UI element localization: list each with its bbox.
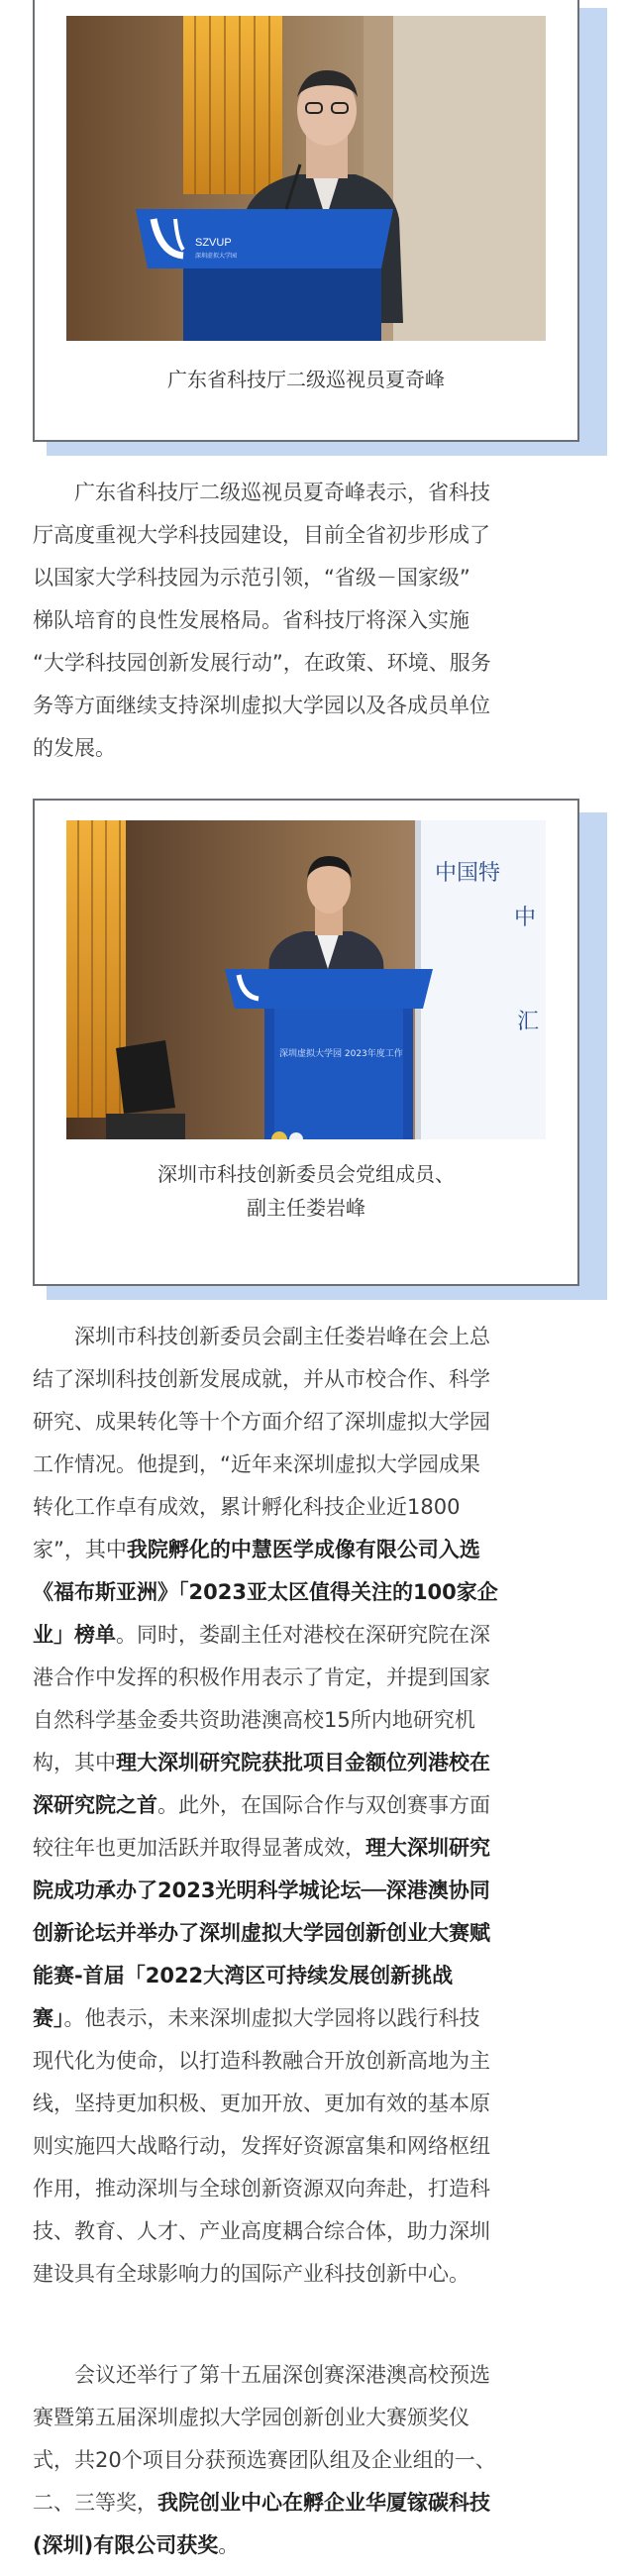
photo-card-1 [33, 0, 593, 442]
speaker-photo-2-image [66, 820, 546, 1139]
speaker-photo-2[interactable] [66, 820, 546, 1139]
highlight-text: 能赛-首届「2022大湾区可持续发展创新挑战 [33, 1964, 454, 1987]
paragraph-3 [33, 2354, 592, 2567]
highlight-text: 深研究院之首 [33, 1793, 157, 1817]
card-frame [33, 0, 579, 442]
text: 二、三等奖， [33, 2491, 157, 2515]
para1-line: 务等方面继续支持深圳虚拟大学园以及各成员单位 [33, 694, 490, 717]
para2-line [33, 1870, 592, 1912]
podium-logo-text: SZVUP [195, 237, 232, 249]
para2-line [33, 1784, 592, 1827]
para1-line: “大学科技园创新发展行动”，在政策、环境、服务 [33, 651, 491, 675]
photo-card-2 [33, 799, 593, 1286]
caption-2-line-2: 副主任娄岩峰 [247, 1196, 365, 1220]
para2-line [33, 1955, 592, 1997]
speaker-photo-1-image [66, 16, 546, 341]
para2-line: 转化工作卓有成效，累计孵化科技企业近1800 [33, 1495, 461, 1519]
screen-text-3: 汇 [517, 1010, 540, 1034]
highlight-text: 我院孵化的中慧医学成像有限公司入选 [126, 1538, 480, 1561]
para2-line [33, 1997, 592, 2040]
speaker-photo-1[interactable] [66, 16, 546, 341]
text: 较往年也更加活跃并取得显著成效， [33, 1836, 365, 1860]
para2-line: 结了深圳科技创新发展成就，并从市校合作、科学 [33, 1367, 490, 1391]
text: 家”，其中 [33, 1538, 127, 1561]
photo-caption-2 [45, 1157, 568, 1225]
highlight-text: 院成功承办了2023光明科学城论坛──深港澳协同 [33, 1878, 490, 1902]
para2-line [33, 1529, 592, 1571]
screen-text-1: 中国特 [435, 861, 501, 886]
para2-line: 则实施四大战略行动，发挥好资源富集和网络枢纽 [33, 2134, 490, 2158]
text: 。同时，娄副主任对港校在深研究院在深 [116, 1623, 490, 1647]
para2-line [33, 1614, 592, 1657]
para2-line: 港合作中发挥的积极作用表示了肯定，并提到国家 [33, 1665, 490, 1689]
highlight-text: 《福布斯亚洲》「2023亚太区值得关注的100家企 [33, 1580, 498, 1604]
paragraph-2 [33, 1316, 592, 2296]
para2-line: 自然科学基金委共资助港澳高校15所内地研究机 [33, 1708, 475, 1732]
para1-line: 广东省科技厅二级巡视员夏奇峰表示，省科技 [74, 481, 490, 504]
text: 。 [218, 2533, 240, 2557]
para3-line: 赛暨第五届深圳虚拟大学园创新创业大赛颁奖仪 [33, 2406, 469, 2429]
text: 。他表示，未来深圳虚拟大学园将以践行科技 [63, 2006, 480, 2030]
para2-line [33, 1742, 592, 1784]
para2-line: 工作情况。他提到，“近年来深圳虚拟大学园成果 [33, 1452, 480, 1476]
para1-line: 梯队培育的良性发展格局。省科技厅将深入实施 [33, 608, 469, 632]
text: 构，其中 [33, 1751, 116, 1774]
para2-line [33, 1827, 592, 1870]
para3-line: 式，共20个项目分获预选赛团队组及企业组的一、 [33, 2448, 496, 2472]
highlight-text: 我院创业中心在孵企业华厦镓碳科技 [157, 2491, 490, 2515]
highlight-text: (深圳)有限公司获奖 [33, 2533, 219, 2557]
paragraph-1 [33, 472, 592, 770]
highlight-text: 业」榜单 [33, 1623, 116, 1647]
card-frame [33, 799, 579, 1286]
para1-line: 以国家大学科技园为示范引领，“省级－国家级” [33, 566, 470, 590]
para3-line [33, 2524, 592, 2567]
para2-line: 深圳市科技创新委员会副主任娄岩峰在会上总 [74, 1325, 490, 1348]
podium-text-2: 深圳虚拟大学园 2023年度工作 [279, 1049, 403, 1059]
screen-text-2: 中 [514, 906, 537, 930]
highlight-text: 理大深圳研究院获批项目金额位列港校在 [116, 1751, 490, 1774]
photo-caption-1: 广东省科技厅二级巡视员夏奇峰 [167, 368, 445, 391]
highlight-text: 赛」 [33, 2006, 64, 2030]
para2-line: 作用，推动深圳与全球创新资源双向奔赴，打造科 [33, 2177, 490, 2200]
para2-line: 建设具有全球影响力的国际产业科技创新中心。 [33, 2262, 469, 2286]
para2-line: 研究、成果转化等十个方面介绍了深圳虚拟大学园 [33, 1410, 490, 1434]
para2-line [33, 1571, 592, 1614]
para1-line: 的发展。 [33, 736, 116, 760]
text: 。此外，在国际合作与双创赛事方面 [157, 1793, 490, 1817]
para2-line [33, 1912, 592, 1955]
highlight-text: 创新论坛并举办了深圳虚拟大学园创新创业大赛赋 [33, 1921, 490, 1945]
highlight-text: 理大深圳研究 [365, 1836, 490, 1860]
para1-line: 厅高度重视大学科技园建设，目前全省初步形成了 [33, 523, 490, 547]
para2-line: 线，坚持更加积极、更加开放、更加有效的基本原 [33, 2092, 490, 2115]
para3-line [33, 2482, 592, 2524]
para3-line: 会议还举行了第十五届深创赛深港澳高校预选 [74, 2363, 490, 2387]
para2-line: 现代化为使命，以打造科教融合开放创新高地为主 [33, 2049, 490, 2073]
caption-2-line-1: 深圳市科技创新委员会党组成员、 [157, 1162, 455, 1186]
para2-line: 技、教育、人才、产业高度耦合综合体，助力深圳 [33, 2219, 490, 2243]
podium-logo-sub: 深圳虚拟大学园 [195, 253, 238, 260]
